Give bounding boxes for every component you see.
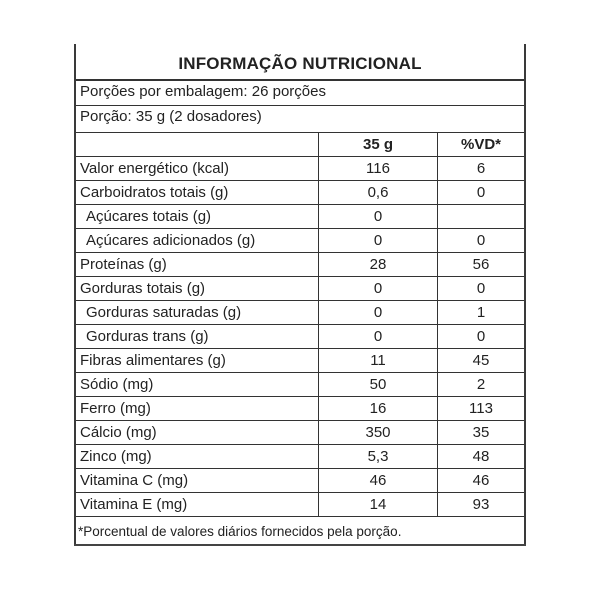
nutrient-amount: 5,3 <box>319 445 438 469</box>
nutrient-name: Vitamina C (mg) <box>76 469 319 493</box>
nutrient-dv: 35 <box>438 421 525 445</box>
nutrient-dv: 2 <box>438 373 525 397</box>
nutrient-dv: 0 <box>438 229 525 253</box>
nutrient-amount: 28 <box>319 253 438 277</box>
nutrient-name: Carboidratos totais (g) <box>76 181 319 205</box>
nutrient-name: Açúcares totais (g) <box>76 205 319 229</box>
nutrient-name: Gorduras saturadas (g) <box>76 301 319 325</box>
table-row <box>76 325 524 349</box>
table-row <box>76 181 524 205</box>
nutrient-amount: 0 <box>319 229 438 253</box>
table-row <box>76 253 524 277</box>
table-row <box>76 373 524 397</box>
nutrient-amount: 46 <box>319 469 438 493</box>
table-row <box>76 349 524 373</box>
nutrient-amount: 0 <box>319 205 438 229</box>
nutrient-amount: 16 <box>319 397 438 421</box>
nutrient-amount: 14 <box>319 493 438 517</box>
nutrient-amount: 0,6 <box>319 181 438 205</box>
nutrient-dv: 93 <box>438 493 525 517</box>
nutrient-name: Gorduras trans (g) <box>76 325 319 349</box>
nutrient-name: Proteínas (g) <box>76 253 319 277</box>
nutrition-table <box>76 132 524 517</box>
nutrition-label <box>74 44 526 546</box>
table-row <box>76 205 524 229</box>
label-title: INFORMAÇÃO NUTRICIONAL <box>178 54 422 73</box>
title-divider <box>76 79 524 81</box>
table-row <box>76 397 524 421</box>
nutrient-dv: 48 <box>438 445 525 469</box>
nutrient-amount: 116 <box>319 157 438 181</box>
header-dv: %VD* <box>438 133 525 157</box>
nutrient-dv: 46 <box>438 469 525 493</box>
nutrient-dv: 45 <box>438 349 525 373</box>
nutrient-amount: 0 <box>319 277 438 301</box>
nutrient-name: Valor energético (kcal) <box>76 157 319 181</box>
nutrient-name: Açúcares adicionados (g) <box>76 229 319 253</box>
nutrient-name: Gorduras totais (g) <box>76 277 319 301</box>
nutrient-amount: 11 <box>319 349 438 373</box>
table-row <box>76 301 524 325</box>
nutrient-amount: 0 <box>319 325 438 349</box>
table-row <box>76 469 524 493</box>
nutrient-dv <box>438 205 525 229</box>
table-row <box>76 277 524 301</box>
nutrient-dv: 0 <box>438 181 525 205</box>
bottom-divider <box>74 544 526 546</box>
servings-per-package: Porções por embalagem: 26 porções <box>80 83 326 100</box>
nutrient-dv: 0 <box>438 325 525 349</box>
nutrient-name: Zinco (mg) <box>76 445 319 469</box>
nutrient-dv: 56 <box>438 253 525 277</box>
header-amount: 35 g <box>319 133 438 157</box>
table-row <box>76 421 524 445</box>
nutrient-name: Ferro (mg) <box>76 397 319 421</box>
nutrient-amount: 0 <box>319 301 438 325</box>
header-blank <box>76 133 319 157</box>
table-row <box>76 445 524 469</box>
nutrient-dv: 0 <box>438 277 525 301</box>
nutrient-amount: 350 <box>319 421 438 445</box>
servings-divider <box>76 105 524 106</box>
nutrient-name: Vitamina E (mg) <box>76 493 319 517</box>
footnote: *Porcentual de valores diários fornecidos pela porção. <box>78 524 402 539</box>
table-row <box>76 229 524 253</box>
nutrient-dv: 113 <box>438 397 525 421</box>
nutrient-name: Fibras alimentares (g) <box>76 349 319 373</box>
nutrient-dv: 6 <box>438 157 525 181</box>
nutrient-name: Cálcio (mg) <box>76 421 319 445</box>
nutrient-amount: 50 <box>319 373 438 397</box>
nutrient-name: Sódio (mg) <box>76 373 319 397</box>
serving-size: Porção: 35 g (2 dosadores) <box>80 108 262 125</box>
table-row <box>76 157 524 181</box>
table-header-row <box>76 133 524 157</box>
nutrient-dv: 1 <box>438 301 525 325</box>
table-row <box>76 493 524 517</box>
